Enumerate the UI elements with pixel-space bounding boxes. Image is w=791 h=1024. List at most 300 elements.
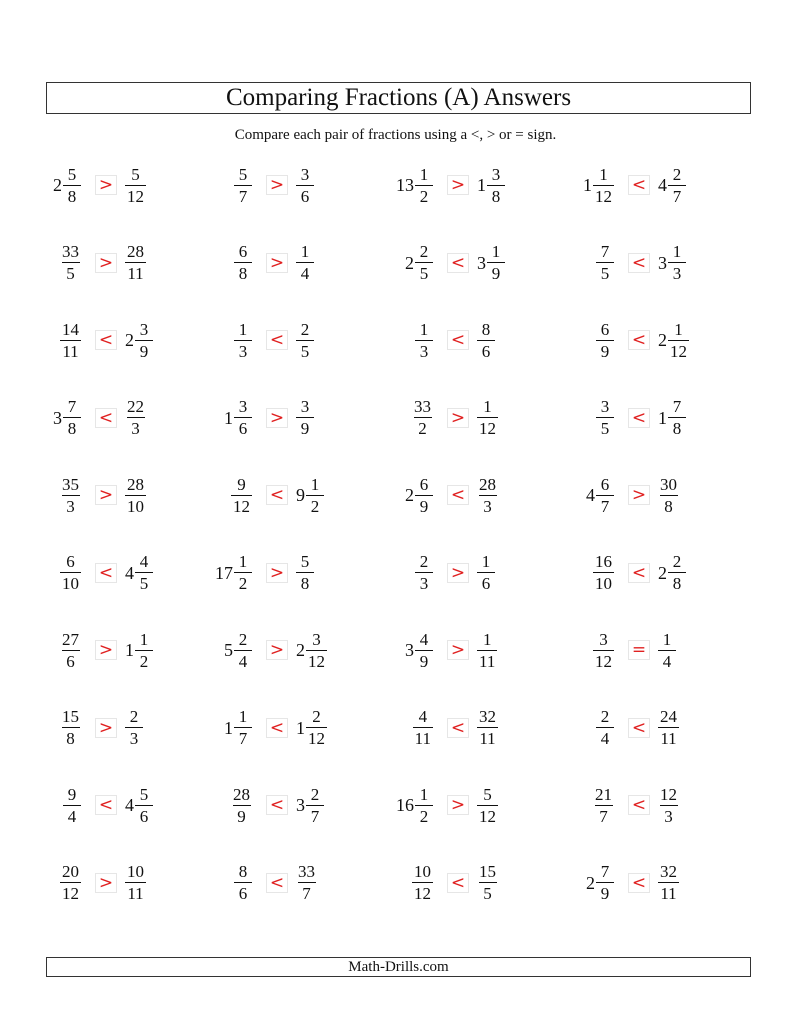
answer-sign: <	[95, 408, 117, 428]
answer-sign: =	[628, 640, 650, 660]
whole-number: 3	[296, 795, 305, 815]
numerator: 10	[414, 862, 431, 881]
denominator: 12	[479, 419, 496, 438]
answer-sign: <	[447, 330, 469, 350]
numerator: 15	[479, 862, 496, 881]
denominator: 12	[308, 729, 325, 748]
denominator: 11	[414, 729, 431, 748]
numerator: 7	[600, 862, 610, 881]
left-fraction	[196, 315, 252, 365]
right-fraction	[125, 703, 181, 753]
denominator: 6	[62, 650, 80, 670]
comparison-problem	[25, 548, 185, 598]
numerator: 5	[300, 552, 310, 571]
answer-sign: <	[266, 873, 288, 893]
fraction	[668, 243, 686, 282]
numerator: 3	[312, 629, 321, 649]
fraction	[487, 243, 505, 282]
right-fraction	[125, 470, 181, 520]
right-fraction	[658, 315, 714, 365]
fraction	[596, 321, 614, 360]
whole-number: 5	[224, 640, 233, 660]
numerator: 6	[600, 319, 610, 339]
fraction	[125, 708, 143, 747]
comparison-problem	[558, 315, 718, 365]
denominator: 5	[135, 572, 153, 592]
footer-text: Math-Drills.com	[348, 958, 449, 975]
fraction	[415, 321, 433, 360]
left-fraction	[377, 315, 433, 365]
whole-number: 2	[658, 330, 667, 350]
fraction	[234, 321, 252, 360]
fraction	[477, 863, 498, 902]
numerator: 1	[419, 319, 429, 339]
comparison-problem	[25, 470, 185, 520]
fraction	[477, 398, 498, 437]
comparison-problem	[25, 315, 185, 365]
comparison-problem	[558, 780, 718, 830]
numerator: 5	[238, 164, 248, 184]
right-fraction	[477, 470, 533, 520]
numerator: 28	[127, 242, 144, 261]
numerator: 1	[419, 164, 429, 184]
right-fraction	[477, 315, 533, 365]
comparison-problem	[377, 315, 537, 365]
footer	[46, 957, 751, 977]
fraction	[593, 166, 614, 205]
fraction	[135, 321, 153, 360]
denominator: 2	[306, 495, 324, 515]
numerator: 2	[419, 242, 429, 261]
right-fraction	[125, 548, 181, 598]
denominator: 11	[660, 729, 677, 748]
whole-number: 1	[224, 717, 233, 738]
numerator: 2	[419, 552, 429, 571]
denominator: 6	[234, 417, 252, 437]
right-fraction	[658, 470, 714, 520]
numerator: 6	[600, 474, 610, 494]
denominator: 11	[127, 264, 144, 283]
denominator: 12	[233, 496, 250, 516]
fraction	[412, 863, 433, 902]
numerator: 2	[310, 784, 320, 804]
numerator: 3	[491, 164, 501, 184]
answer-sign: <	[628, 408, 650, 428]
fraction	[668, 321, 689, 360]
denominator: 3	[62, 495, 80, 515]
answer-sign: <	[628, 175, 650, 195]
left-fraction	[377, 470, 433, 520]
numerator: 2	[672, 552, 682, 571]
numerator: 2	[672, 164, 682, 184]
fraction	[125, 476, 146, 515]
left-fraction	[196, 470, 252, 520]
denominator: 11	[479, 729, 496, 748]
numerator: 3	[139, 319, 149, 339]
whole-number: 2	[405, 485, 414, 505]
numerator: 1	[481, 552, 491, 571]
fraction	[668, 166, 686, 205]
fraction	[596, 243, 614, 282]
denominator: 3	[127, 417, 145, 437]
left-fraction	[25, 160, 81, 210]
left-fraction	[25, 470, 81, 520]
fraction	[306, 476, 324, 515]
right-fraction	[658, 238, 714, 288]
numerator: 3	[600, 397, 610, 416]
whole-number: 3	[658, 252, 667, 273]
denominator: 12	[62, 884, 79, 903]
comparison-problem	[196, 858, 356, 908]
left-fraction	[558, 780, 614, 830]
denominator: 5	[479, 882, 497, 902]
fraction	[668, 553, 686, 592]
fraction	[296, 321, 314, 360]
fraction	[234, 553, 252, 592]
whole-number: 3	[53, 407, 62, 428]
denominator: 11	[660, 884, 677, 903]
answer-sign: <	[628, 330, 650, 350]
answer-sign: <	[266, 485, 288, 505]
denominator: 11	[62, 341, 79, 361]
right-fraction	[658, 160, 714, 210]
answer-sign: >	[266, 408, 288, 428]
left-fraction	[558, 858, 614, 908]
numerator: 2	[300, 319, 310, 339]
right-fraction	[658, 858, 714, 908]
comparison-problem	[25, 703, 185, 753]
fraction	[658, 476, 679, 515]
answer-sign: <	[628, 253, 650, 273]
left-fraction	[25, 703, 81, 753]
fraction	[125, 398, 146, 437]
fraction	[415, 553, 433, 592]
right-fraction	[477, 858, 533, 908]
comparison-problem	[558, 703, 718, 753]
right-fraction	[477, 625, 533, 675]
fraction	[658, 786, 679, 825]
numerator: 5	[131, 164, 140, 184]
denominator: 2	[414, 417, 432, 437]
denominator: 3	[668, 262, 686, 282]
left-fraction	[25, 238, 81, 288]
fraction	[415, 786, 433, 825]
left-fraction	[25, 393, 81, 443]
whole-number: 1	[477, 175, 486, 195]
fraction	[477, 553, 495, 592]
right-fraction	[296, 625, 352, 675]
numerator: 33	[298, 862, 315, 881]
answer-sign: <	[95, 563, 117, 583]
fraction	[415, 476, 433, 515]
numerator: 28	[479, 474, 496, 494]
denominator: 2	[135, 650, 153, 670]
denominator: 3	[415, 340, 433, 360]
denominator: 8	[660, 495, 678, 515]
numerator: 27	[62, 629, 79, 649]
right-fraction	[125, 238, 181, 288]
fraction	[296, 398, 314, 437]
denominator: 10	[127, 496, 144, 516]
left-fraction	[377, 858, 433, 908]
right-fraction	[296, 780, 352, 830]
numerator: 32	[479, 707, 496, 726]
fraction	[658, 631, 676, 670]
right-fraction	[658, 703, 714, 753]
numerator: 1	[483, 397, 492, 416]
left-fraction	[558, 393, 614, 443]
denominator: 8	[63, 185, 81, 205]
denominator: 6	[477, 340, 495, 360]
whole-number: 4	[125, 795, 134, 815]
comparison-problem	[377, 703, 537, 753]
answer-sign: <	[447, 873, 469, 893]
answer-sign: <	[447, 718, 469, 738]
comparison-problem	[558, 393, 718, 443]
answer-sign: >	[628, 485, 650, 505]
numerator: 2	[129, 707, 139, 726]
numerator: 5	[483, 784, 492, 804]
numerator: 28	[233, 784, 250, 804]
numerator: 28	[127, 474, 144, 494]
numerator: 22	[127, 397, 144, 416]
left-fraction	[558, 315, 614, 365]
numerator: 5	[139, 784, 149, 804]
left-fraction	[196, 780, 252, 830]
numerator: 9	[67, 784, 77, 804]
denominator: 12	[414, 884, 431, 903]
numerator: 5	[67, 164, 77, 184]
numerator: 15	[62, 707, 79, 726]
numerator: 33	[414, 397, 431, 416]
denominator: 3	[660, 805, 678, 825]
comparison-problem	[558, 625, 718, 675]
comparison-problem	[558, 238, 718, 288]
right-fraction	[125, 393, 181, 443]
fraction	[668, 398, 686, 437]
numerator: 1	[139, 629, 149, 649]
fraction	[415, 166, 433, 205]
comparison-problem	[25, 780, 185, 830]
answer-sign: >	[266, 175, 288, 195]
numerator: 1	[674, 319, 683, 339]
answer-sign: >	[447, 563, 469, 583]
denominator: 9	[296, 417, 314, 437]
denominator: 3	[415, 572, 433, 592]
denominator: 8	[487, 185, 505, 205]
fraction	[135, 786, 153, 825]
denominator: 8	[234, 262, 252, 282]
whole-number: 13	[396, 175, 414, 195]
fraction	[596, 863, 614, 902]
answer-sign: <	[628, 563, 650, 583]
left-fraction	[377, 548, 433, 598]
numerator: 32	[660, 862, 677, 881]
whole-number: 2	[296, 640, 305, 660]
comparison-problem	[377, 470, 537, 520]
numerator: 4	[419, 629, 429, 649]
left-fraction	[25, 548, 81, 598]
right-fraction	[296, 470, 352, 520]
numerator: 3	[300, 397, 310, 416]
denominator: 2	[415, 185, 433, 205]
denominator: 12	[670, 341, 687, 361]
left-fraction	[196, 238, 252, 288]
fraction	[658, 863, 679, 902]
right-fraction	[296, 548, 352, 598]
denominator: 9	[415, 650, 433, 670]
whole-number: 2	[53, 175, 62, 195]
left-fraction	[377, 703, 433, 753]
numerator: 3	[300, 164, 310, 184]
denominator: 9	[415, 495, 433, 515]
whole-number: 9	[296, 485, 305, 505]
comparison-problem	[196, 780, 356, 830]
denominator: 11	[127, 884, 144, 903]
right-fraction	[477, 703, 533, 753]
numerator: 1	[599, 164, 608, 184]
comparison-problem	[377, 858, 537, 908]
answer-sign: <	[447, 485, 469, 505]
whole-number: 1	[296, 717, 305, 738]
denominator: 9	[135, 340, 153, 360]
comparison-problem	[377, 625, 537, 675]
answer-sign: <	[95, 330, 117, 350]
numerator: 35	[62, 474, 79, 494]
fraction	[125, 243, 146, 282]
whole-number: 4	[658, 175, 667, 195]
right-fraction	[125, 780, 181, 830]
fraction	[60, 243, 81, 282]
answer-sign: <	[628, 718, 650, 738]
right-fraction	[296, 858, 352, 908]
answer-sign: <	[628, 795, 650, 815]
right-fraction	[658, 625, 714, 675]
whole-number: 17	[215, 562, 233, 583]
numerator: 1	[482, 629, 492, 649]
comparison-problem	[558, 160, 718, 210]
denominator: 9	[487, 262, 505, 282]
left-fraction	[377, 393, 433, 443]
answer-sign: <	[266, 718, 288, 738]
fraction	[477, 708, 498, 747]
comparison-problem	[196, 160, 356, 210]
numerator: 6	[419, 474, 429, 494]
fraction	[135, 553, 153, 592]
numerator: 6	[238, 242, 248, 261]
denominator: 3	[234, 340, 252, 360]
fraction	[306, 708, 327, 747]
fraction	[234, 631, 252, 670]
whole-number: 2	[586, 872, 595, 893]
denominator: 6	[135, 805, 153, 825]
whole-number: 1	[583, 175, 592, 195]
answer-sign: >	[447, 408, 469, 428]
answer-sign: >	[266, 563, 288, 583]
right-fraction	[296, 238, 352, 288]
answer-sign: >	[447, 175, 469, 195]
denominator: 12	[595, 651, 612, 671]
fraction	[63, 786, 81, 825]
numerator: 14	[62, 319, 79, 339]
fraction	[60, 321, 81, 360]
numerator: 2	[600, 707, 610, 726]
left-fraction	[558, 625, 614, 675]
fraction	[477, 476, 498, 515]
fraction	[234, 863, 252, 902]
answer-sign: >	[266, 253, 288, 273]
left-fraction	[25, 315, 81, 365]
denominator: 7	[668, 185, 686, 205]
left-fraction	[25, 780, 81, 830]
fraction	[135, 631, 153, 670]
numerator: 16	[595, 552, 612, 571]
right-fraction	[477, 780, 533, 830]
whole-number: 3	[477, 252, 486, 273]
left-fraction	[558, 160, 614, 210]
numerator: 7	[67, 397, 77, 416]
answer-sign: >	[95, 718, 117, 738]
left-fraction	[377, 625, 433, 675]
fraction	[477, 631, 497, 670]
left-fraction	[25, 625, 81, 675]
comparison-problem	[196, 470, 356, 520]
denominator: 9	[596, 340, 614, 360]
fraction	[60, 631, 81, 670]
fraction	[60, 708, 81, 747]
answer-sign: >	[95, 873, 117, 893]
comparison-problem	[558, 470, 718, 520]
answer-sign: >	[95, 175, 117, 195]
instructions: Compare each pair of fractions using a <, > or = sign.	[234, 127, 557, 143]
denominator: 9	[596, 882, 614, 902]
numerator: 2	[238, 629, 248, 649]
numerator: 1	[238, 707, 248, 726]
right-fraction	[296, 160, 352, 210]
left-fraction	[558, 470, 614, 520]
fraction	[234, 398, 252, 437]
fraction	[596, 398, 614, 437]
fraction	[231, 476, 252, 515]
denominator: 11	[479, 651, 496, 671]
fraction	[234, 166, 252, 205]
denominator: 5	[62, 262, 80, 282]
answer-sign: >	[447, 640, 469, 660]
right-fraction	[125, 160, 181, 210]
comparison-problem	[558, 548, 718, 598]
denominator: 12	[479, 806, 496, 826]
numerator: 1	[238, 552, 248, 571]
numerator: 2	[312, 707, 321, 726]
denominator: 10	[62, 574, 79, 593]
right-fraction	[125, 315, 181, 365]
whole-number: 4	[125, 562, 134, 583]
denominator: 2	[415, 805, 433, 825]
comparison-problem	[25, 858, 185, 908]
numerator: 7	[672, 397, 682, 416]
denominator: 6	[234, 882, 252, 902]
answer-sign: <	[266, 795, 288, 815]
comparison-problem	[196, 548, 356, 598]
fraction	[593, 631, 614, 670]
left-fraction	[196, 858, 252, 908]
fraction	[412, 398, 433, 437]
answer-sign: <	[266, 330, 288, 350]
denominator: 5	[596, 262, 614, 282]
left-fraction	[377, 238, 433, 288]
denominator: 10	[595, 574, 612, 593]
denominator: 7	[596, 495, 614, 515]
